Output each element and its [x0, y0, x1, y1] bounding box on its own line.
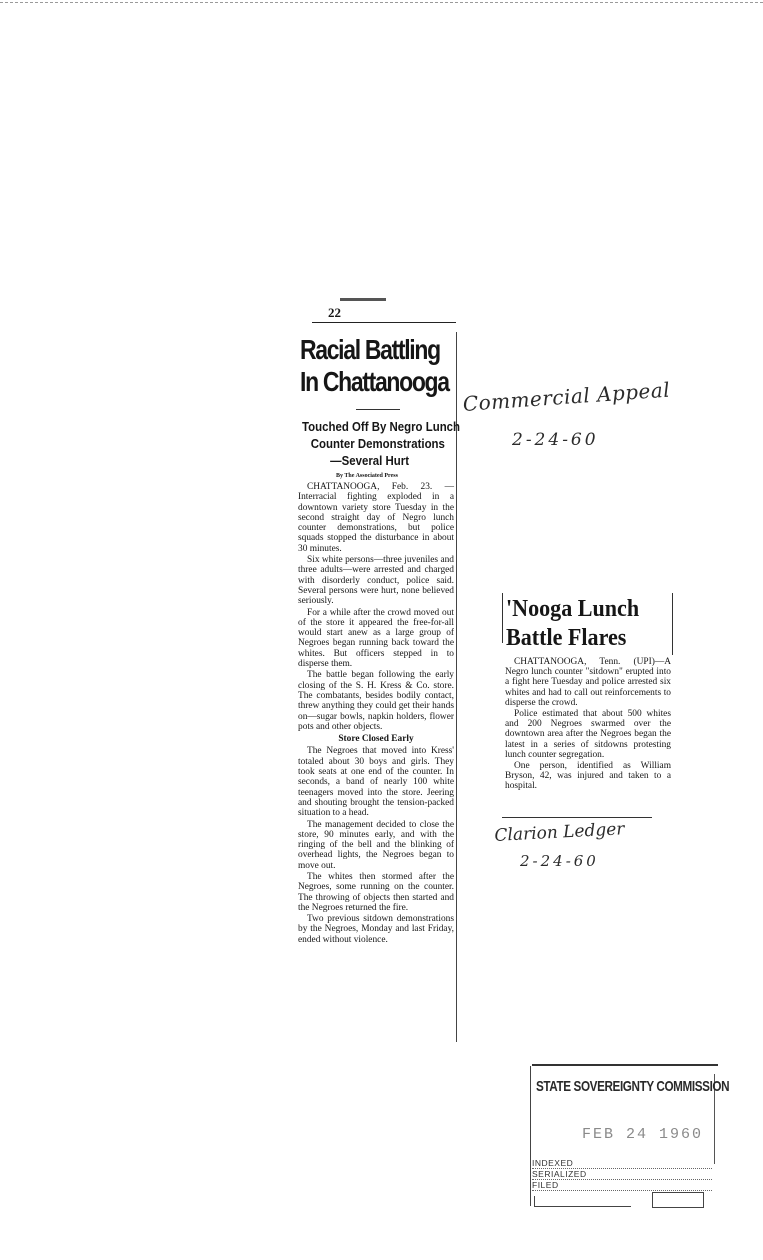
right-rule [672, 593, 673, 655]
commission-stamp [526, 1064, 730, 1214]
handwritten-source-1: Commercial Appeal [462, 377, 671, 416]
handwritten-date-2: 2-24-60 [520, 852, 599, 870]
headline-2 [506, 595, 662, 653]
stamp-box-right [652, 1192, 704, 1208]
paragraph: CHATTANOOGA, Feb. 23. — Interracial fighting exploded in a downtown variety store Tuesday in the second straight day of Negro lunch counter demonstrations, but police squads stopped the disturbance in about 30 minutes. [298, 482, 454, 554]
paragraph: Police estimated that about 500 whites and 200 Negroes swarmed over the downtown area after the Negroes began the latest in a series of sitdowns protesting lunch counter segregation. [505, 709, 671, 760]
paragraph: One person, identified as William Bryson, 42, was injured and taken to a hospital. [505, 761, 671, 792]
stamp-title: STATE SOVEREIGNTY COMMISSION [536, 1078, 730, 1095]
stamp-border-left [530, 1066, 531, 1206]
divider-rule [356, 409, 400, 410]
article-body-2 [505, 657, 671, 793]
headline-2-line-1: 'Nooga Lunch [506, 596, 640, 622]
stamp-date: FEB 24 1960 [582, 1126, 704, 1143]
stamp-box-left [534, 1196, 631, 1207]
left-rule [502, 593, 503, 643]
subhead: Store Closed Early [338, 734, 414, 745]
paragraph: The battle began following the early closing of the S. H. Kress & Co. store. The combatants, besides bodily contact, threw anything they could get their hands on—sugar bowls, napkin holders, flower pots and other objects. [298, 670, 454, 732]
stamp-field-serialized: SERIALIZED [532, 1169, 712, 1180]
paragraph: The whites then stormed after the Negroes, some running on the counter. The throwing of objects then started and the Negroes returned the fire. [298, 871, 454, 913]
column-rule [456, 332, 457, 1042]
headline-2-line-2: Battle Flares [506, 625, 627, 651]
paragraph: The management decided to close the store, 90 minutes early, and with the ringing of the bell and the blinking of overhead lights, the Negroes began to move out. [298, 819, 454, 871]
stamp-fields [532, 1158, 712, 1191]
paragraph: CHATTANOOGA, Tenn. (UPI)—A Negro lunch counter "sitdown" erupted into a fight here Tuesday and police arrested six whites and had to call out reinforcements to disperse the crowd. [505, 657, 671, 708]
bottom-rule [502, 817, 652, 818]
deck-line-1: Touched Off By Negro Lunch [302, 419, 461, 434]
stamp-border-top [532, 1064, 718, 1066]
deck [302, 418, 461, 469]
headline-line-2: In Chattanooga [300, 366, 449, 397]
stamp-field-indexed: INDEXED [532, 1158, 712, 1169]
ink-smudge [340, 298, 386, 301]
byline: By The Associated Press [336, 473, 398, 479]
paragraph: Six white persons—three juveniles and three adults—were arrested and charged with disorderly conduct, police said. Several persons were hurt, none believed seriously. [298, 555, 454, 607]
paragraph: For a while after the crowd moved out of the store it appeared the free-for-all would start anew as a large group of Negroes began running back toward the whites. But officers stepped in to disperse them. [298, 607, 454, 670]
handwritten-source-2: Clarion Ledger [494, 819, 625, 846]
deck-line-3: —Several Hurt [330, 453, 410, 468]
paragraph: Two previous sitdown demonstrations by the Negroes, Monday and last Friday, ended without violence. [298, 914, 454, 945]
headline-line-1: Racial Battling [300, 334, 440, 365]
page-number: 22 [328, 305, 341, 320]
top-rule [312, 322, 456, 323]
headline [300, 334, 449, 398]
paragraph: The Negroes that moved into Kress' totaled about 30 boys and girls. They took seats at one end of the counter. In seconds, a band of nearly 100 white teenagers moved into the store. Jeering and shouting brought the tension-packed situation to a head. [298, 746, 454, 819]
deck-line-2: Counter Demonstrations [310, 436, 445, 451]
page-edge-dashed [0, 2, 763, 3]
stamp-field-filed: FILED [532, 1180, 712, 1191]
article-body [298, 482, 454, 946]
handwritten-date-1: 2-24-60 [512, 430, 599, 450]
